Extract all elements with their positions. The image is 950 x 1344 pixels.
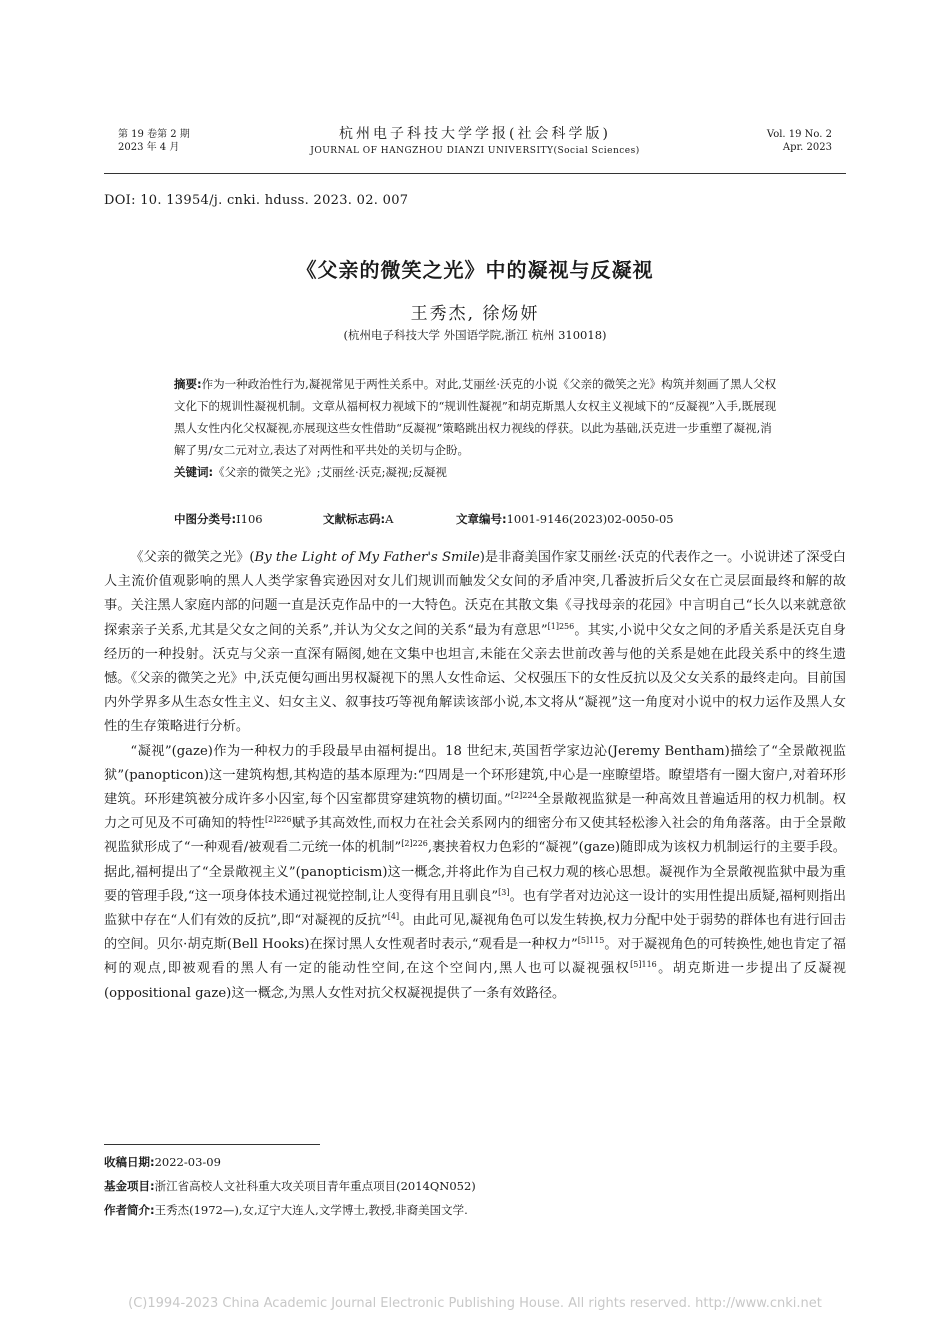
doi: DOI: 10. 13954/j. cnki. hduss. 2023. 02. 007 bbox=[104, 193, 409, 208]
document-code bbox=[323, 511, 393, 527]
text-run: “凝视”(gaze)作为一种权力的手段最早由福柯提出。18 世纪末,英国哲学家边沁(Jeremy Bentham)描绘了“全景敞视监狱”(panopticon)这一建筑构想,其构造的基本原理为:“四周是一个环形建筑,中心是一座瞭望塔。瞭望塔有一圈大窗户,对着环形建筑。环形建筑被分成许多小囚室,每个囚室都贯穿建筑物的横切面。” bbox=[104, 743, 846, 808]
fund-value: 浙江省高校人文社科重大攻关项目青年重点项目(2014QN052) bbox=[154, 1179, 476, 1193]
issue-date: 2023 年 4 月 bbox=[118, 142, 180, 153]
bio-value: 王秀杰(1972—),女,辽宁大连人,文学博士,教授,非裔美国文学. bbox=[154, 1203, 468, 1217]
article-title: 《父亲的微笑之光》中的凝视与反凝视 bbox=[296, 258, 654, 282]
text-run: )是非裔美国作家艾丽丝·沃克的代表作之一。小说讲述了深受白人主流价值观影响的黑人人类学家鲁宾逊因对女儿们规训而触发父女间的矛盾冲突,几番波折后父女在亡灵层面最终和解的故事。关注黑人家庭内部的问题一直是沃克作品中的一大特色。沃克在其散文集《寻找母亲的花园》中言明自己“长久以来就意欲探索亲子关系,尤其是父女之间的关系”,并认为父女之间的关系“最为有意思” bbox=[104, 550, 846, 638]
fund-label: 基金项目: bbox=[104, 1179, 155, 1193]
article-number-label: 文章编号: bbox=[456, 512, 507, 526]
body-paragraph bbox=[104, 546, 846, 740]
text-run: 。也有学者对边沁这一设计的实用性提出质疑,福柯则指出监狱中存在“人们有效的反抗”,即“对凝视的反抗” bbox=[104, 888, 846, 929]
body-paragraph bbox=[104, 740, 846, 1006]
received-label: 收稿日期: bbox=[104, 1155, 155, 1169]
authors: 王秀杰, 徐炀妍 bbox=[410, 304, 540, 324]
keywords bbox=[174, 461, 778, 483]
article-number bbox=[456, 511, 674, 527]
citation: [5]115 bbox=[577, 936, 605, 946]
issue-info bbox=[118, 128, 190, 154]
received-value: 2022-03-09 bbox=[154, 1155, 221, 1169]
abstract-text: 作为一种政治性行为,凝视常见于两性关系中。对此,艾丽丝·沃克的小说《父亲的微笑之光》构筑并刻画了黑人父权文化下的规训性凝视机制。文章从福柯权力视域下的“规训性凝视”和胡克斯黑人女权主义视域下的“反凝视”入手,既展现黑人女性内化父权凝视,亦展现这些女性借助“反凝视”策略跳出权力视线的俘获。以此为基础,沃克进一步重塑了凝视,消解了男/女二元对立,表达了对两性和平共处的关切与企盼。 bbox=[174, 377, 777, 457]
english-title: By the Light of My Father's Smile bbox=[254, 550, 480, 565]
text-run: 。其实,小说中父女之间的矛盾关系是沃克自身经历的一种投射。沃克与父亲一直深有隔阂,她在文集中也坦言,未能在父亲去世前改善与他的关系是她在此段关系中的终生遗憾。《父亲的微笑之光》中,沃克便勾画出男权凝视下的黑人女性命运、父权强压下的女性反抗以及父女关系的最终走向。目前国内外学界多从生态女性主义、妇女主义、叙事技巧等视角解读该部小说,本文将从“凝视”这一角度对小说中的权力运作及黑人女性的生存策略进行分析。 bbox=[104, 622, 846, 735]
document-code-label: 文献标志码: bbox=[323, 512, 386, 526]
document-code-value: A bbox=[385, 512, 394, 526]
text-run: 全景敞视监狱是一种高效且普遍适用的权力机制。权力之可见及不可确知的特性 bbox=[104, 792, 846, 832]
citation: [2]226 bbox=[264, 815, 292, 825]
citation: [2]224 bbox=[510, 791, 538, 801]
article-number-value: 1001-9146(2023)02-0050-05 bbox=[506, 512, 674, 526]
volume-issue: 第 19 卷第 2 期 bbox=[118, 129, 190, 140]
text-run: 。胡克斯进一步提出了反凝视(oppositional gaze)这一概念,为黑人女性对抗父权凝视提供了一条有效路径。 bbox=[104, 961, 846, 1001]
text-run: 。对于凝视角色的可转换性,她也肯定了福柯的观点,即被观看的黑人有一定的能动性空间,在这个空间内,黑人也可以凝视强权 bbox=[104, 937, 846, 977]
abstract-label: 摘要: bbox=[174, 377, 202, 391]
citation: [2]226 bbox=[401, 839, 428, 849]
fund-info bbox=[104, 1174, 846, 1198]
citation: [1]256 bbox=[547, 621, 575, 631]
text-run: ,裹挟着权力色彩的“凝视”(gaze)随即成为该权力机制运行的主要手段。据此,福柯提出了“全景敞视主义”(panopticism)这一概念,并将此作为自己权力观的核心思想。凝视作为全景敞视监狱中最为重要的管理手段,“这一项身体技术通过视觉控制,让人变得有用且驯良” bbox=[104, 840, 846, 904]
citation: [3] bbox=[498, 887, 510, 897]
journal-name-en: JOURNAL OF HANGZHOU DIANZI UNIVERSITY(Social Sciences) bbox=[310, 146, 640, 156]
header-rule bbox=[104, 173, 846, 174]
copyright-watermark: (C)1994-2023 China Academic Journal Electronic Publishing House. All rights reserved. http://www.cnki.net bbox=[128, 1296, 822, 1311]
citation: [5]116 bbox=[630, 960, 657, 970]
author-bio bbox=[104, 1198, 846, 1222]
keywords-text: 《父亲的微笑之光》;艾丽丝·沃克;凝视;反凝视 bbox=[213, 465, 447, 479]
abstract bbox=[174, 373, 778, 461]
bio-label: 作者简介: bbox=[104, 1203, 155, 1217]
text-run: 《父亲的微笑之光》( bbox=[130, 550, 255, 565]
clc-number bbox=[174, 511, 263, 527]
text-run: 。由此可见,凝视角色可以发生转换,权力分配中处于弱势的群体也有进行回击的空间。贝尔·胡克斯(Bell Hooks)在探讨黑人女性观者时表示,“观看是一种权力” bbox=[104, 913, 846, 953]
issue-date-en: Apr. 2023 bbox=[782, 142, 832, 153]
abstract-block bbox=[174, 373, 778, 483]
clc-value: I106 bbox=[236, 512, 263, 526]
volume-issue-en: Vol. 19 No. 2 bbox=[766, 129, 832, 140]
text-run: 赋予其高效性,而权力在社会关系网内的细密分布又使其轻松渗入社会的角角落落。由于全景敞视监狱形成了“一种观看/被观看二元统一体的机制” bbox=[104, 816, 846, 856]
keywords-label: 关键词: bbox=[174, 465, 214, 479]
received-date bbox=[104, 1150, 846, 1174]
citation: [4] bbox=[387, 912, 400, 922]
issue-info-en bbox=[767, 128, 832, 154]
article-body bbox=[104, 546, 846, 1006]
clc-label: 中图分类号: bbox=[174, 512, 237, 526]
journal-header bbox=[300, 124, 650, 158]
footnote-rule bbox=[104, 1144, 320, 1145]
affiliation: (杭州电子科技大学 外国语学院,浙江 杭州 310018) bbox=[343, 328, 607, 342]
footnotes bbox=[104, 1150, 846, 1222]
journal-name-cn: 杭州电子科技大学学报(社会科学版) bbox=[339, 126, 611, 142]
